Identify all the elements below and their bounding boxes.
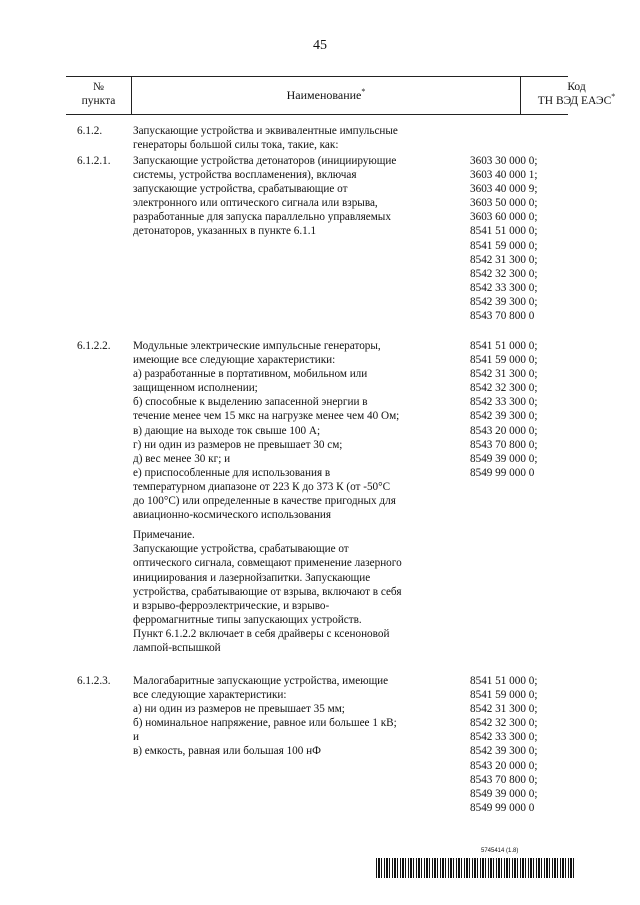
header-name-label: Наименование	[286, 88, 362, 102]
description-line: а) ни один из размеров не превышает 35 мм;	[133, 703, 345, 716]
tn-ved-code: 8542 33 300 0;	[470, 396, 538, 409]
item-description	[133, 674, 453, 759]
item-number: 6.1.2.3.	[77, 675, 111, 687]
description-line: и	[133, 731, 139, 744]
tn-ved-code: 8549 39 000 0;	[470, 452, 538, 465]
description-line: системы, устройства воспламенения), включая	[133, 169, 357, 182]
description-line: течение менее чем 15 мкс на нагрузке менее чем 40 Ом;	[133, 410, 400, 423]
description-line: защищенном исполнении;	[133, 382, 258, 395]
item-number: 6.1.2.	[77, 125, 103, 137]
tn-ved-code: 8543 20 000 0;	[470, 759, 538, 772]
header-code-sublabel: ТН ВЭД ЕАЭС	[537, 95, 612, 107]
note-line: Пункт 6.1.2.2 включает в себя драйверы с ксеноновой	[133, 627, 390, 640]
item-description	[133, 124, 453, 152]
description-line: разработанные для запуска параллельно управляемых	[133, 211, 391, 224]
description-line: Малогабаритные запускающие устройства, имеющие	[133, 675, 389, 687]
note-line: ферромагнитные типы запускающих устройств.	[133, 613, 362, 626]
header-name-footnote-mark: *	[361, 87, 366, 96]
description-line: е) приспособленные для использования в	[133, 466, 331, 479]
description-line: авиационно-космического использования	[133, 509, 332, 522]
tn-ved-code: 8543 70 800 0;	[470, 438, 538, 451]
tn-ved-code: 8541 59 000 0;	[470, 239, 538, 252]
item-description	[133, 339, 453, 655]
tn-ved-code: 8542 32 300 0;	[470, 382, 538, 395]
header-number-column	[66, 77, 132, 114]
tn-ved-code: 8542 39 300 0;	[470, 410, 538, 423]
header-code-label: Код	[567, 81, 586, 93]
tn-ved-code: 8549 99 000 0	[470, 801, 535, 814]
description-line: Запускающие устройства детонаторов (инициирующие	[133, 155, 397, 167]
tn-ved-code: 8549 99 000 0	[470, 466, 535, 479]
tn-ved-code: 8542 31 300 0;	[470, 703, 538, 716]
tn-ved-code: 8543 70 800 0;	[470, 773, 538, 786]
note-line: Запускающие устройства, срабатывающие от	[133, 543, 349, 556]
header-code-column	[520, 77, 632, 114]
tn-ved-code: 8541 59 000 0;	[470, 689, 538, 702]
note-line: оптического сигнала, совмещают применение лазерного	[133, 557, 402, 570]
item-description	[133, 154, 453, 239]
tn-ved-code: 8541 59 000 0;	[470, 354, 538, 367]
note-line: устройства, срабатывающие от взрыва, включают в себя	[133, 585, 402, 598]
description-line: температурном диапазоне от 223 К до 373 К (от -50°С	[133, 480, 391, 493]
barcode-image	[376, 858, 574, 878]
description-line: запускающие устройства, срабатывающие от	[133, 183, 348, 196]
header-number-label: пункта	[81, 95, 116, 107]
description-line: б) способные к выделению запасенной энергии в	[133, 396, 368, 409]
description-line: г) ни один из размеров не превышает 30 см;	[133, 438, 343, 451]
note-line: и взрыво-ферроэлектрические, и взрыво-	[133, 599, 330, 612]
item-codes	[470, 674, 570, 815]
header-code-footnote-mark: *	[611, 92, 616, 102]
tn-ved-code: 3603 60 000 0;	[470, 211, 538, 224]
description-line: в) дающие на выходе ток свыше 100 А;	[133, 424, 321, 437]
page-number: 45	[313, 38, 327, 53]
item-note	[133, 528, 453, 655]
description-line: в) емкость, равная или большая 100 нФ	[133, 745, 321, 758]
item-codes	[470, 339, 570, 480]
description-line: детонаторов, указанных в пункте 6.1.1	[133, 225, 317, 238]
description-line: имеющие все следующие характеристики:	[133, 354, 336, 367]
header-name-column	[132, 77, 520, 114]
barcode-label: 5745414 (1.8)	[481, 848, 519, 854]
tn-ved-code: 8549 39 000 0;	[470, 787, 538, 800]
item-codes	[470, 154, 570, 323]
description-line: б) номинальное напряжение, равное или большее 1 кВ;	[133, 717, 397, 730]
tn-ved-code: 8542 32 300 0;	[470, 717, 538, 730]
tn-ved-code: 8541 51 000 0;	[470, 675, 538, 687]
tn-ved-code: 8541 51 000 0;	[470, 225, 538, 238]
note-line: лампой-вспышкой	[133, 641, 221, 654]
description-line: электронного или оптического сигнала или взрыва,	[133, 197, 378, 210]
description-line: генераторы большой силы тока, такие, как:	[133, 139, 339, 152]
tn-ved-code: 8542 32 300 0;	[470, 267, 538, 280]
header-number-symbol: №	[93, 81, 104, 93]
description-line: а) разработанные в портативном, мобильном или	[133, 368, 368, 381]
tn-ved-code: 3603 40 000 9;	[470, 183, 538, 196]
tn-ved-code: 8543 20 000 0;	[470, 424, 538, 437]
description-line: все следующие характеристики:	[133, 689, 287, 702]
description-line: Модульные электрические импульсные генераторы,	[133, 340, 381, 352]
note-line: инициирования и лазернойзапитки. Запускающие	[133, 571, 371, 584]
tn-ved-code: 3603 40 000 1;	[470, 169, 538, 182]
tn-ved-code: 8543 70 800 0	[470, 310, 535, 323]
tn-ved-code: 8542 31 300 0;	[470, 368, 538, 381]
item-number: 6.1.2.1.	[77, 155, 111, 167]
tn-ved-code: 8541 51 000 0;	[470, 340, 538, 352]
description-line: Запускающие устройства и эквивалентные импульсные	[133, 125, 398, 137]
tn-ved-code: 8542 31 300 0;	[470, 253, 538, 266]
table-header	[66, 76, 616, 115]
tn-ved-code: 8542 33 300 0;	[470, 281, 538, 294]
note-line: Примечание.	[133, 529, 195, 542]
tn-ved-code: 3603 50 000 0;	[470, 197, 538, 210]
description-line: д) вес менее 30 кг; и	[133, 452, 231, 465]
item-number: 6.1.2.2.	[77, 340, 111, 352]
tn-ved-code: 8542 39 300 0;	[470, 295, 538, 308]
tn-ved-code: 8542 33 300 0;	[470, 731, 538, 744]
description-line: до 100°С) или определенные в качестве пригодных для	[133, 495, 396, 508]
tn-ved-code: 8542 39 300 0;	[470, 745, 538, 758]
tn-ved-code: 3603 30 000 0;	[470, 155, 538, 167]
